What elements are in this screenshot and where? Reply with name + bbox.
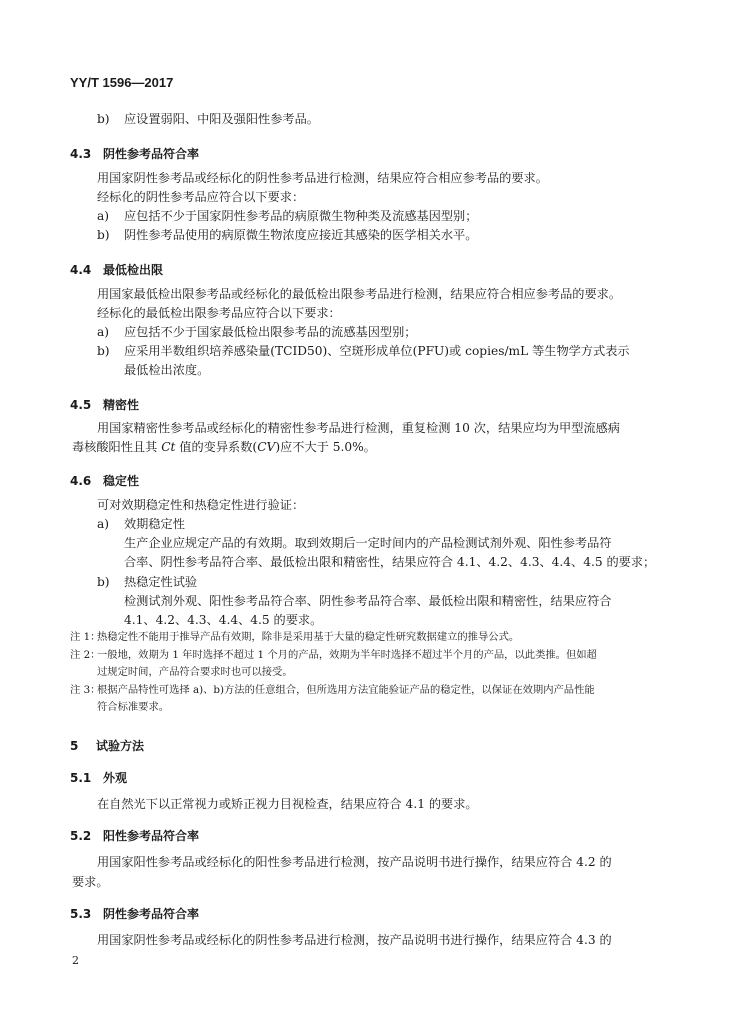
section-heading-5-1 [70, 769, 127, 786]
list-item-text: 4.1、4.2、4.3、4.4、4.5 的要求。 [124, 613, 323, 627]
list-item-marker: a) [97, 209, 110, 223]
paragraph: 可对效期稳定性和热稳定性进行验证： [97, 498, 305, 512]
standard-code: YY/T 1596—2017 [70, 75, 174, 90]
note-label: 注 3： [70, 684, 101, 696]
section-heading-4-3 [70, 145, 199, 162]
list-item-text: 检测试剂外观、阳性参考品符合率、阴性参考品符合率、最低检出限和精密性，结果应符合 [124, 594, 612, 608]
section-heading-5-3 [70, 905, 199, 922]
list-item-label: 效期稳定性 [124, 517, 185, 531]
note-text: 过规定时间，产品符合要求时也可以接受。 [97, 666, 293, 678]
list-item-text: 最低检出浓度。 [124, 363, 210, 377]
list-item-text: 应包括不少于国家最低检出限参考品的流感基因型别； [124, 325, 417, 339]
note-text: 一般地，效期为 1 年时选择不超过 1 个月的产品，效期为半年时选择不超过半个月的产品，以此类推。但如超 [97, 649, 597, 661]
paragraph: 用国家最低检出限参考品或经标化的最低检出限参考品进行检测，结果应符合相应参考品的要求。 [97, 287, 622, 301]
list-item-marker: a) [97, 325, 110, 339]
list-item-text: 生产企业应规定产品的有效期。取到效期后一定时间内的产品检测试剂外观、阳性参考品符 [124, 536, 612, 550]
text-run: 值的变异系数( [175, 440, 258, 454]
section-title: 精密性 [103, 398, 140, 412]
paragraph: 用国家阴性参考品或经标化的阴性参考品进行检测，按产品说明书进行操作，结果应符合 4.3 的 [97, 933, 612, 947]
note-label: 注 1： [70, 631, 101, 643]
ct-symbol: Ct [161, 440, 176, 454]
list-item-marker: a) [97, 517, 110, 531]
section-heading-4-6 [70, 472, 139, 489]
paragraph: 要求。 [72, 875, 109, 889]
section-heading-4-5 [70, 396, 139, 413]
section-title: 外观 [103, 771, 128, 785]
chapter-heading-5 [70, 737, 144, 754]
note-text: 符合标准要求。 [97, 701, 170, 713]
list-item-text: 应设置弱阳、中阳及强阳性参考品。 [124, 112, 319, 126]
paragraph: 用国家阳性参考品或经标化的阳性参考品进行检测，按产品说明书进行操作，结果应符合 4.2 的 [97, 855, 612, 869]
section-number: 5.2 [70, 829, 92, 843]
list-item-marker: b) [97, 228, 110, 242]
text-run: 毒核酸阳性且其 [72, 440, 162, 454]
text-run: )应不大于 5.0%。 [275, 440, 376, 454]
paragraph [72, 439, 376, 455]
section-title: 稳定性 [103, 474, 140, 488]
section-number: 5 [70, 739, 79, 753]
list-item-label: 热稳定性试验 [124, 575, 198, 589]
list-item-marker: b) [97, 112, 110, 126]
section-number: 4.4 [70, 263, 92, 277]
note-text: 热稳定性不能用于推导产品有效期，除非是采用基于大量的稳定性研究数据建立的推导公式。 [97, 631, 520, 643]
section-title: 阴性参考品符合率 [103, 907, 200, 921]
paragraph: 用国家阴性参考品或经标化的阴性参考品进行检测，结果应符合相应参考品的要求。 [97, 171, 548, 185]
section-title: 最低检出限 [103, 263, 164, 277]
section-heading-4-4 [70, 261, 163, 278]
section-title: 阴性参考品符合率 [103, 147, 200, 161]
note-label: 注 2： [70, 649, 101, 661]
section-number: 4.3 [70, 147, 92, 161]
page-number: 2 [72, 954, 79, 967]
section-title: 阳性参考品符合率 [103, 829, 200, 843]
section-number: 5.3 [70, 907, 92, 921]
cv-symbol: CV [257, 440, 276, 454]
list-item-marker: b) [97, 575, 110, 589]
paragraph: 在自然光下以正常视力或矫正视力目视检查，结果应符合 4.1 的要求。 [97, 797, 478, 811]
list-item-text: 阴性参考品使用的病原微生物浓度应接近其感染的医学相关水平。 [124, 228, 478, 242]
section-heading-5-2 [70, 827, 199, 844]
paragraph: 用国家精密性参考品或经标化的精密性参考品进行检测，重复检测 10 次，结果应均为甲型流感病 [97, 421, 620, 435]
list-item-text: 合率、阴性参考品符合率、最低检出限和精密性，结果应符合 4.1、4.2、4.3、4.4、4.5 的要求； [124, 555, 656, 569]
list-item-text: 应采用半数组织培养感染量(TCID50)、空斑形成单位(PFU)或 copies/mL 等生物学方式表示 [124, 344, 630, 358]
paragraph: 经标化的阴性参考品应符合以下要求： [97, 190, 305, 204]
section-title: 试验方法 [96, 739, 145, 753]
list-item-marker: b) [97, 344, 110, 358]
paragraph: 经标化的最低检出限参考品应符合以下要求： [97, 306, 341, 320]
section-number: 4.6 [70, 474, 92, 488]
list-item-text: 应包括不少于国家阴性参考品的病原微生物种类及流感基因型别； [124, 209, 478, 223]
section-number: 5.1 [70, 771, 92, 785]
note-text: 根据产品特性可选择 a)、b)方法的任意组合，但所选用方法宜能验证产品的稳定性，以保证在效期内产品性能 [97, 684, 595, 696]
section-number: 4.5 [70, 398, 92, 412]
